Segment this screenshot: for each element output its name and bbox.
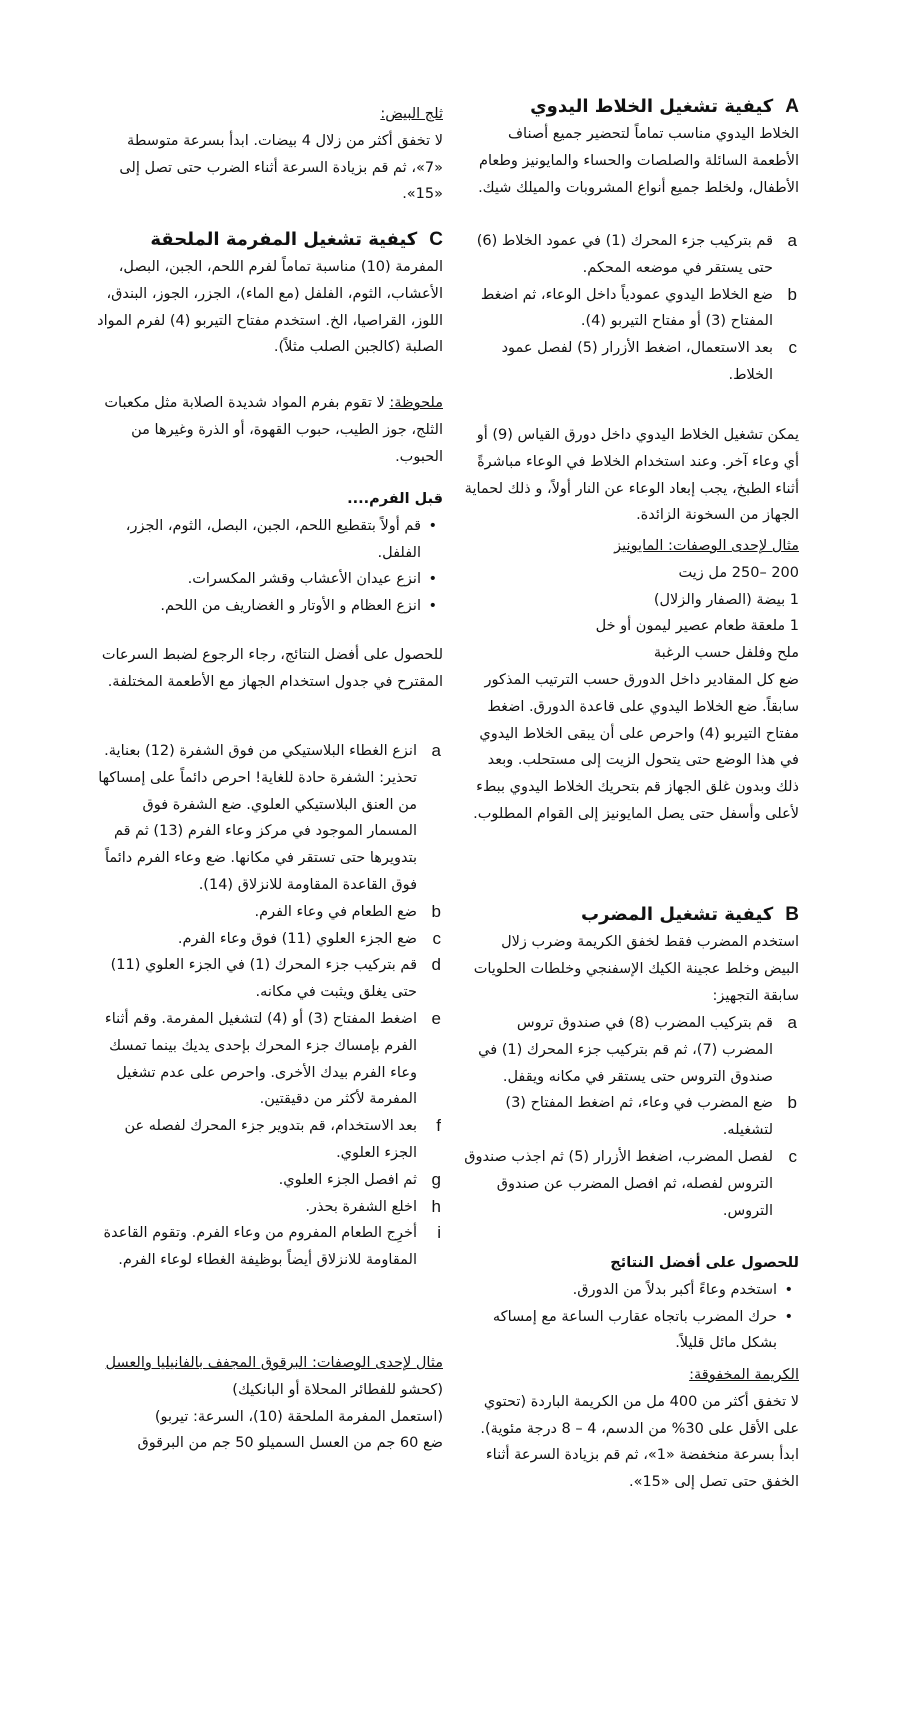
step-text: انزع الغطاء البلاستيكي من فوق الشفرة (12) بعناية. تحذير: الشفرة حادة للغاية! احرص دائماً على إمساكها من العنق البلاستيكي العلوي. ضع الشفرة فوق المسمار الموجود في مركز وعاء الفرم (13) ثم قم بتدويرها حتى تستقر في مكانها. ضع وعاء الفرم دائماً فوق القاعدة المقاومة للانزلاق (14). xyxy=(98,743,417,893)
step-letter: g xyxy=(431,1169,441,1189)
section-a-heading xyxy=(464,94,799,120)
recipe-line: 1 بيضة (الصفار والزلال) xyxy=(653,591,799,608)
recipe-line: 200 –250 مل زيت xyxy=(678,564,799,581)
section-letter: B xyxy=(785,904,799,925)
note-label: ملحوظة: xyxy=(389,395,443,411)
section-b-steps xyxy=(464,1010,799,1224)
step-text: ثم افصل الجزء العلوي. xyxy=(278,1171,417,1188)
step-text: أخرِج الطعام المفروم من وعاء الفرم. وتقوم القاعدة المقاومة للانزلاق أيضاً بوظيفة الغطاء لوعاء الفرم. xyxy=(103,1225,417,1269)
section-c-steps xyxy=(97,738,443,1274)
step-letter: f xyxy=(436,1116,441,1136)
tip-item: • حرك المضرب باتجاه عقارب الساعة مع إمساكه بشكل مائل قليلاً. xyxy=(492,1308,793,1352)
egg-title: ثلج البيض: xyxy=(380,106,443,122)
before-text: قم أولاً بتقطيع اللحم، الجبن، البصل، الثوم، الجزر، الفلفل. xyxy=(125,517,421,561)
step-text: ضع الخلاط اليدوي عمودياً داخل الوعاء، ثم اضغط المفتاح (3) أو مفتاح التيربو (4). xyxy=(480,286,773,330)
prune-recipe xyxy=(97,1350,443,1457)
recipe-line: (استعمل المفرمة الملحقة (10)، السرعة: تيربو) xyxy=(154,1408,443,1425)
step-text: قم بتركيب جزء المحرك (1) في الجزء العلوي (11) حتى يغلق ويثبت في مكانه. xyxy=(110,957,417,1001)
recipe-line: ضع 60 جم من العسل السميلو 50 جم من البرقوق xyxy=(137,1435,443,1452)
step-text: اضغط المفتاح (3) أو (4) لتشغيل المفرمة. وقم أثناء الفرم بإمساك جزء المحرك بإحدى يديك بينما تمسك وعاء الفرم بيدك الأخرى. واحرص على عدم تشغيل المفرمة لأكثر من دقيقتين. xyxy=(104,1010,417,1108)
step-letter: b xyxy=(431,901,441,921)
egg-whites xyxy=(97,101,443,208)
step-item xyxy=(464,1144,799,1224)
step-text: ضع الطعام في وعاء الفرم. xyxy=(254,903,417,920)
tip-text: استخدم وعاءً أكبر بدلاً من الدورق. xyxy=(572,1281,777,1298)
step-text: بعد الاستعمال، اضغط الأزرار (5) لفصل عمود الخلاط. xyxy=(501,340,773,383)
section-b-heading xyxy=(464,902,799,928)
step-text: ضع المضرب في وعاء، ثم اضغط المفتاح (3) لتشغيله. xyxy=(505,1095,773,1139)
section-title: كيفية تشغيل الخلاط اليدوي xyxy=(530,96,774,117)
section-c-intro: المفرمة (10) مناسبة تماماً لفرم اللحم، الجبن، البصل، الأعشاب، الثوم، الفلفل (مع الماء)، الجزر، الجوز، البندق، اللوز، القراصيا، الخ. استخدم مفتاح التيربو (4) لفرم المواد الصلبة (كالجبن الصلب مثلاً). xyxy=(97,259,443,356)
step-letter: a xyxy=(431,741,441,760)
step-item xyxy=(97,1194,443,1221)
note-text: لا تقوم بفرم المواد شديدة الصلابة مثل مكعبات الثلج، جوز الطيب، حبوب القهوة، أو الذرة وغيرها من الحبوب. xyxy=(104,395,443,465)
step-text: اخلع الشفرة بحذر. xyxy=(305,1198,417,1215)
step-letter: a xyxy=(787,231,797,250)
tip-item: • استخدم وعاءً أكبر بدلاً من الدورق. xyxy=(572,1281,793,1298)
recipe-method: ضع كل المقادير داخل الدورق حسب الترتيب المذكور سابقاً. ضع الخلاط اليدوي على قاعدة الدورق. اضغط مفتاح التيربو (4) واحرص على أن يبقى الخلاط اليدوي في هذا الوضع حتى يتحول الزيت إلى مستحلب. وبعد ذلك وبدون غلق الجهاز قم بتحريك الخلاط اليدوي ببطء لأعلى وأسفل حتى يصل المايونيز إلى القوام المطلوب. xyxy=(473,671,799,822)
section-c-heading xyxy=(97,227,443,253)
step-item xyxy=(97,1113,443,1167)
step-item xyxy=(97,899,443,926)
step-item xyxy=(97,926,443,953)
step-text: لفصل المضرب، اضغط الأزرار (5) ثم اجذب صندوق التروس لفصله، ثم افصل المضرب عن صندوق التروس. xyxy=(464,1148,773,1219)
before-text: انزع العظام و الأوتار و الغضاريف من اللحم. xyxy=(160,598,421,615)
recipe-line: ملح وفلفل حسب الرغبة xyxy=(653,645,799,662)
egg-text: لا تخفق أكثر من زلال 4 بيضات. ابدأ بسرعة متوسطة «7»، ثم قم بزيادة السرعة أثناء الضرب حتى تصل إلى «15». xyxy=(119,132,443,203)
before-item: • انزع عيدان الأعشاب وقشر المكسرات. xyxy=(187,571,437,588)
section-a-steps xyxy=(464,228,799,389)
step-item xyxy=(464,1090,799,1144)
section-title: كيفية تشغيل المفرمة الملحقة xyxy=(150,229,418,250)
step-item xyxy=(97,952,443,1006)
recipe-subtitle: (كحشو للفطائر المحلاة أو البانكيك) xyxy=(232,1381,443,1398)
step-text: قم بتركيب المضرب (8) في صندوق تروس المضرب (7)، ثم قم بتركيب جزء المحرك (1) في صندوق التروس حتى يستقر في مكانه ويقفل. xyxy=(478,1015,773,1085)
step-item xyxy=(464,282,799,336)
before-title: قبل الفرم.... xyxy=(347,491,443,507)
step-item xyxy=(97,738,443,899)
step-text: بعد الاستخدام، قم بتدوير جزء المحرك لفصله عن الجزء العلوي. xyxy=(124,1118,417,1161)
step-letter: c xyxy=(788,338,797,358)
before-chopping xyxy=(97,486,443,620)
section-title: كيفية تشغيل المضرب xyxy=(581,904,774,925)
section-letter: A xyxy=(785,96,799,117)
step-letter: c xyxy=(788,1146,797,1166)
section-a-intro: الخلاط اليدوي مناسب تماماً لتحضير جميع أصناف الأطعمة السائلة والصلصات والحساء والمايونيز وطعام الأطفال، ولخلط جميع أنواع المشروبات والميلك شيك. xyxy=(478,126,799,196)
section-b-intro: استخدم المضرب فقط لخفق الكريمة وضرب زلال البيض وخلط عجينة الكيك الإسفنجي وخلطات الحلويات سابقة التجهيز: xyxy=(473,934,799,1004)
tips-title: للحصول على أفضل النتائج xyxy=(610,1255,799,1271)
step-letter: b xyxy=(787,284,797,304)
step-letter: a xyxy=(787,1013,797,1032)
before-item: • قم أولاً بتقطيع اللحم، الجبن، البصل، الثوم، الجزر، الفلفل. xyxy=(125,517,437,561)
best-results-tips xyxy=(464,1250,799,1357)
step-letter: h xyxy=(431,1196,441,1216)
step-letter: e xyxy=(431,1008,441,1028)
whipped-cream xyxy=(464,1362,799,1496)
step-item xyxy=(97,1006,443,1113)
cream-text: لا تخفق أكثر من 400 مل من الكريمة الباردة (تحتوي على الأقل على 30% من الدسم، 4 – 8 درجة مئوية). ابدأ بسرعة منخفضة «1»، ثم قم بزيادة السرعة أثناء الخفق حتى تصل إلى «15». xyxy=(480,1393,799,1491)
step-item xyxy=(464,1010,799,1090)
step-text: ضع الجزء العلوي (11) فوق وعاء الفرم. xyxy=(177,930,417,947)
section-c-note xyxy=(97,390,443,470)
before-text: انزع عيدان الأعشاب وقشر المكسرات. xyxy=(187,571,421,588)
before-item: • انزع العظام و الأوتار و الغضاريف من اللحم. xyxy=(160,598,437,615)
step-letter: d xyxy=(431,955,441,975)
cream-title: الكريمة المخفوقة: xyxy=(689,1367,799,1383)
step-item xyxy=(464,228,799,282)
step-text: قم بتركيب جزء المحرك (1) في عمود الخلاط (6) حتى يستقر في موضعه المحكم. xyxy=(476,233,773,276)
section-a-note: يمكن تشغيل الخلاط اليدوي داخل دورق القياس (9) أو أي وعاء آخر. وعند استخدام الخلاط في الوعاء مباشرةً أثناء الطبخ، يجب إبعاد الوعاء عن النار أولاً، و ذلك لحماية الجهاز من السخونة الزائدة. xyxy=(464,427,799,524)
recipe-title: مثال لإحدى الوصفات: المايونيز xyxy=(614,538,799,554)
mayonnaise-recipe xyxy=(464,533,799,828)
step-item xyxy=(97,1167,443,1194)
step-letter: i xyxy=(437,1223,441,1243)
section-letter: C xyxy=(429,229,443,250)
step-letter: c xyxy=(432,928,441,948)
step-letter: b xyxy=(787,1093,797,1113)
step-item xyxy=(97,1220,443,1274)
recipe-title: مثال لإحدى الوصفات: البرقوق المجفف بالفانيليا والعسل xyxy=(105,1355,443,1371)
recipe-line: 1 ملعقة طعام عصير ليمون أو خل xyxy=(595,618,799,635)
tip-text: حرك المضرب باتجاه عقارب الساعة مع إمساكه بشكل مائل قليلاً. xyxy=(492,1308,777,1352)
step-item xyxy=(464,335,799,389)
speeds-note: للحصول على أفضل النتائج، رجاء الرجوع لضبط السرعات المقترح في جدول استخدام الجهاز مع الأطعمة المختلفة. xyxy=(101,647,443,690)
